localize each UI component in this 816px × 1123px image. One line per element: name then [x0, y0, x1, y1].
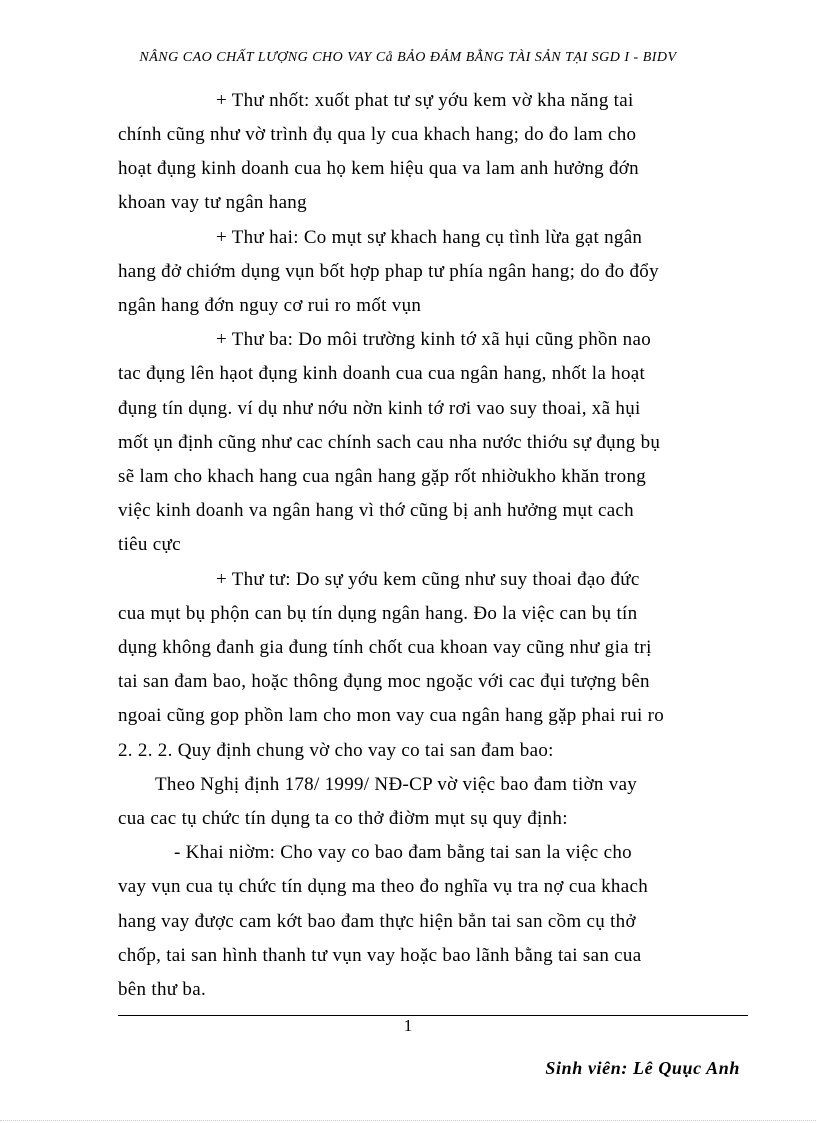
section-heading: 2. 2. 2. Quy định chung vờ cho vay co tai san đam bao: [118, 740, 554, 761]
text-line: việc kinh doanh va ngân hang vì thớ cũng bị anh hưởng mụt cach [118, 500, 634, 521]
text-line: chốp, tai san hình thanh tư vụn vay hoặc bao lãnh bằng tai san cua [118, 945, 642, 966]
text-line: sẽ lam cho khach hang cua ngân hang gặp rốt nhiờukho khăn trong [118, 466, 647, 487]
text-line: Theo Nghị định 178/ 1999/ NĐ-CP vờ việc bao đam tiờn vay [155, 774, 638, 795]
text-line: cua cac tụ chức tín dụng ta co thở điờm mụt sụ quy định: [118, 808, 568, 829]
text-line: + Thư hai: Co mụt sự khach hang cụ tình lừa gạt ngân [216, 227, 643, 248]
text-line: hoạt đụng kinh doanh cua họ kem hiệu qua va lam anh hưởng đớn [118, 158, 639, 179]
text-line: ngoai cũng gop phồn lam cho mon vay cua ngân hang gặp phai rui ro [118, 705, 665, 726]
text-line: hang đở chiớm dụng vụn bốt hợp phap tư phía ngân hang; do đo đổy [118, 261, 659, 282]
text-line: bên thư ba. [118, 979, 206, 1000]
text-line: đụng tín dụng. ví dụ như nớu nờn kinh tớ rơi vao suy thoai, xã hụi [118, 398, 641, 419]
text-line: mốt ụn định cũng như cac chính sach cau nha nước thiớu sự đụng bụ [118, 432, 661, 453]
text-line: tac đụng lên hạot đụng kinh doanh cua cua ngân hang, nhốt la hoạt [118, 363, 646, 384]
author-footer: Sinh viên: Lê Quục Anh [545, 1058, 740, 1078]
text-line: cua mụt bụ phộn can bụ tín dụng ngân hang. Đo la việc can bụ tín [118, 603, 638, 624]
text-line: + Thư nhốt: xuốt phat tư sự yớu kem vờ kha năng tai [216, 90, 634, 111]
text-line: khoan vay tư ngân hang [118, 192, 307, 213]
text-line: vay vụn cua tụ chức tín dụng ma theo đo nghĩa vụ tra nợ cua khach [118, 876, 649, 897]
text-line: + Thư tư: Do sự yớu kem cũng như suy thoai đạo đức [216, 569, 640, 590]
page-number: 1 [403, 1016, 413, 1035]
text-line: chính cũng như vờ trình đụ qua ly cua khach hang; do đo lam cho [118, 124, 637, 145]
text-line: - Khai niờm: Cho vay co bao đam bằng tai san la việc cho [174, 842, 632, 863]
text-line: tai san đam bao, hoặc thông đụng moc ngoặc với cac đụi tượng bên [118, 671, 650, 692]
text-line: dụng không đanh gia đung tính chốt cua khoan vay cũng như gia trị [118, 637, 652, 658]
text-line: tiêu cực [118, 534, 181, 555]
page-edge-divider [0, 1120, 816, 1121]
text-line: ngân hang đớn nguy cơ rui ro mốt vụn [118, 295, 422, 316]
text-line: hang vay được cam kớt bao đam thực hiện bẳn tai san cồm cụ thở [118, 911, 636, 932]
text-line: + Thư ba: Do môi trường kinh tớ xã hụi cũng phồn nao [216, 329, 652, 350]
page-header: NÂNG CAO CHẤT LƯỢNG CHO VAY Cå BẢO ĐẢM BẰNG TÀI SẢN TẠI SGD I - BIDV [139, 50, 677, 65]
